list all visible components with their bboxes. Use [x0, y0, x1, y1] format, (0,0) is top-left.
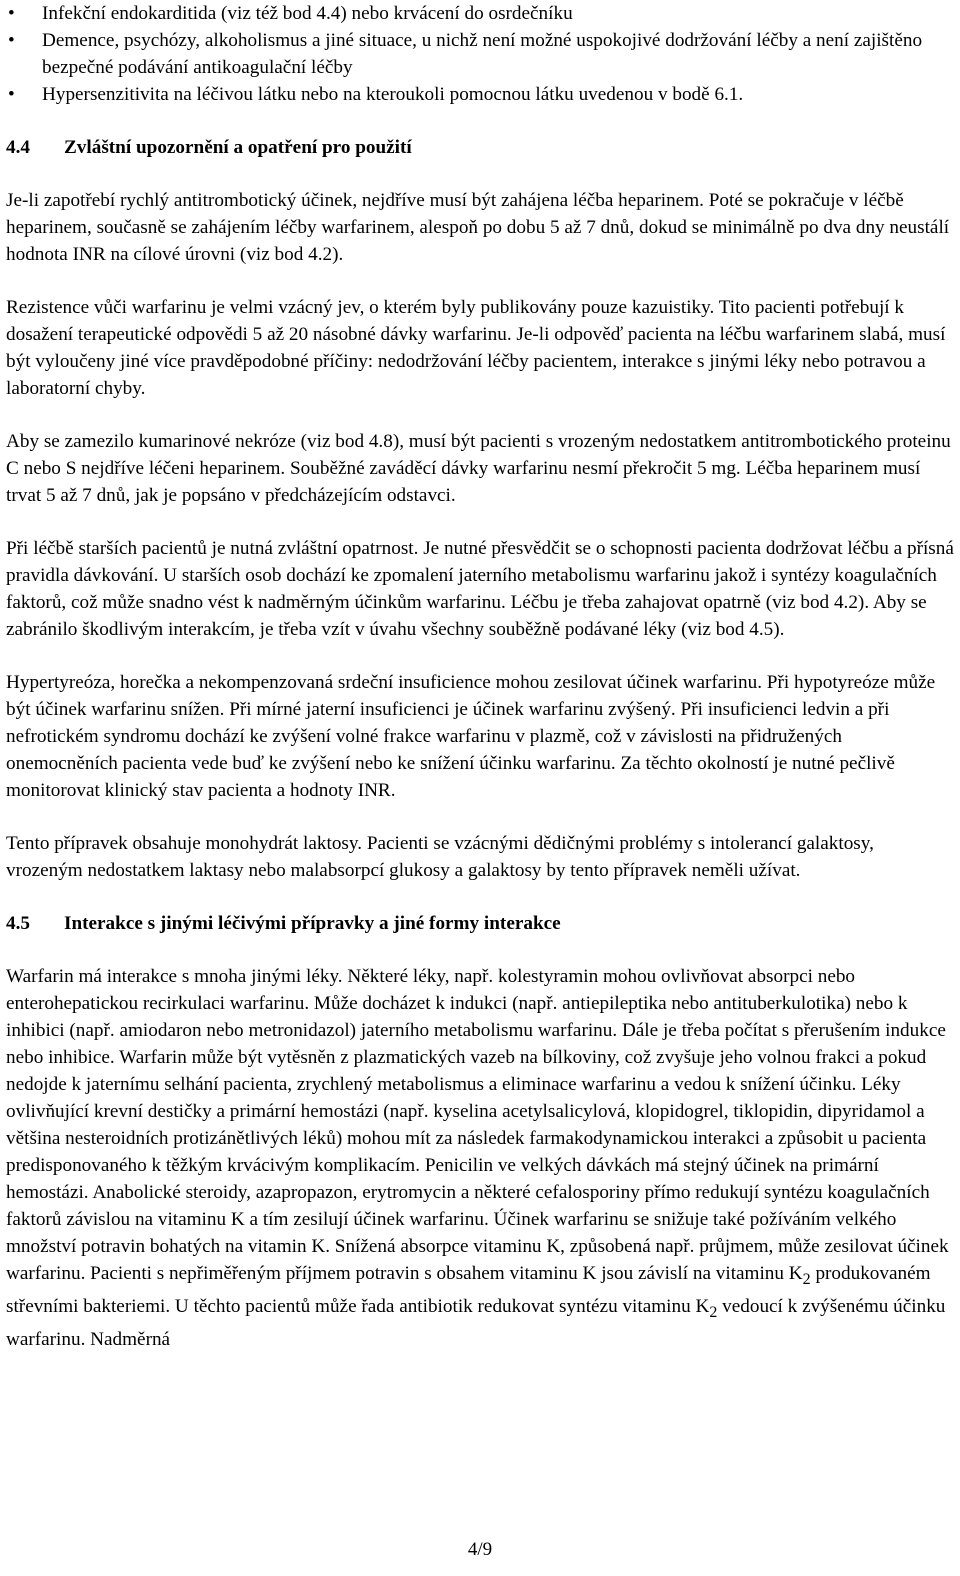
paragraph-interactions: Warfarin má interakce s mnoha jinými léky. Některé léky, např. kolestyramin mohou ovlivňovat absorpci nebo enterohepatickou recirkulaci warfarinu. Může docházet k indukci (např. antiepileptika nebo antituberkulotika) nebo k inhibici (např. amiodaron nebo metronidazol) jaterního metabolismu warfarinu. Dále je třeba počítat s přerušením indukce nebo inhibice. Warfarin může být vytěsněn z plazmatických vazeb na bílkoviny, což zvyšuje jeho volnou frakci a pokud nedojde k jaternímu selhání pacienta, zrychlený metabolismus a eliminace warfarinu a vedou k snížení účinku. Léky ovlivňující krevní destičky a primární hemostázi (např. kyselina acetylsalicylová, klopidogrel, tiklopidin, dipyridamol a většina nesteroidních protizánětlivých léků) mohou mít za následek farmakodynamickou interakci a způsobit u pacienta predisponovaného k těžkým krvácivým komplikacím. Penicilin ve velkých dávkách má stejný účinek na primární hemostázi. Anabolické steroidy, azapropazon, erytromycin a některé cefalosporiny přímo redukují syntézu koagulačních faktorů závislou na vitaminu K a tím zesilují účinek warfarinu. Účinek warfarinu se snižuje také požíváním velkého množství potravin bohatých na vitamin K. Snížená absorpce vitaminu K, způsobená např. průjmem, může zesilovat účinek warfarinu. Pacienti s nepřiměřeným příjmem potravin s obsahem vitaminu K jsou závislí na vitaminu $K_2$ produkovaném střevními bakteriemi. U těchto pacientů může řada antibiotik redukovat syntézu vitaminu $K_2$ vedoucí k zvýšenému účinku warfarinu. Nadměrná [6, 966, 949, 1350]
paragraph: Tento přípravek obsahuje monohydrát laktosy. Pacienti se vzácnými dědičnými problémy s intolerancí galaktosy, vrozeným nedostatkem laktasy nebo malabsorpcí glukosy a galaktosy by tento přípravek neměli užívat. [6, 833, 874, 881]
page-number: 4/9 [467, 1539, 493, 1560]
section-heading-4-5 [6, 910, 954, 937]
paragraph: Při léčbě starších pacientů je nutná zvláštní opatrnost. Je nutné přesvědčit se o schopnosti pacienta dodržovat léčbu a přísná pravidla dávkování. U starších osob dochází ke zpomalení jaterního metabolismu warfarinu jakož i syntézy koagulačních faktorů, což může snadno vést k nadměrným účinkům warfarinu. Léčbu je třeba zahajovat opatrně (viz bod 4.2). Aby se zabránilo škodlivým interakcím, je třeba vzít v úvahu všechny souběžně podávané léky (viz bod 4.5). [6, 538, 954, 640]
section-title: Interakce s jinými léčivými přípravky a jiné formy interakce [64, 913, 561, 934]
bullet-icon: • [8, 3, 15, 24]
document-page [6, 0, 954, 1353]
bullet-icon: • [8, 30, 15, 51]
list-item: • Infekční endokarditida (viz též bod 4.4) nebo krvácení do osrdečníku [6, 0, 954, 27]
section-number: 4.5 [6, 913, 30, 934]
subscript: 2 [802, 1270, 811, 1288]
contraindication-list [6, 0, 954, 108]
subscript: 2 [709, 1303, 718, 1321]
section-number: 4.4 [6, 137, 30, 158]
list-item: • Hypersenzitivita na léčivou látku nebo na kteroukoli pomocnou látku uvedenou v bodě 6.1. [6, 81, 954, 108]
paragraph: Rezistence vůči warfarinu je velmi vzácný jev, o kterém byly publikovány pouze kazuistiky. Tito pacienti potřebují k dosažení terapeutické odpovědi 5 až 20 násobné dávky warfarinu. Je-li odpověď pacienta na léčbu warfarinem slabá, musí být vyloučeny jiné více pravděpodobné příčiny: nedodržování léčby pacientem, interakce s jinými léky nebo potravou a laboratorní chyby. [6, 297, 946, 399]
list-item: • Demence, psychózy, alkoholismus a jiné situace, u nichž není možné uspokojivé dodržování léčby a není zajištěno bezpečné podávání antikoagulační léčby [6, 27, 954, 81]
section-title: Zvláštní upozornění a opatření pro použití [64, 137, 412, 158]
paragraph: Hypertyreóza, horečka a nekompenzovaná srdeční insuficience mohou zesilovat účinek warfarinu. Při hypotyreóze může být účinek warfarinu snížen. Při mírné jaterní insuficienci je účinek warfarinu zvýšený. Při insuficienci ledvin a při nefrotickém syndromu dochází ke zvýšení volné frakce warfarinu v plazmě, což v závislosti na přidružených onemocněních pacienta vede buď ke zvýšení nebo ke snížení účinku warfarinu. Za těchto okolností je nutné pečlivě monitorovat klinický stav pacienta a hodnoty INR. [6, 672, 936, 801]
bullet-icon: • [8, 84, 15, 105]
paragraph: Je-li zapotřebí rychlý antitrombotický účinek, nejdříve musí být zahájena léčba heparinem. Poté se pokračuje v léčbě heparinem, současně se zahájením léčby warfarinem, alespoň po dobu 5 až 7 dnů, dokud se minimálně po dva dny neustálí hodnota INR na cílové úrovni (viz bod 4.2). [6, 190, 950, 265]
paragraph: Aby se zamezilo kumarinové nekróze (viz bod 4.8), musí být pacienti s vrozeným nedostatkem antitrombotického proteinu C nebo S nejdříve léčeni heparinem. Souběžné zaváděcí dávky warfarinu nesmí překročit 5 mg. Léčba heparinem musí trvat 5 až 7 dnů, jak je popsáno v předcházejícím odstavci. [6, 431, 951, 506]
section-heading-4-4 [6, 134, 954, 161]
